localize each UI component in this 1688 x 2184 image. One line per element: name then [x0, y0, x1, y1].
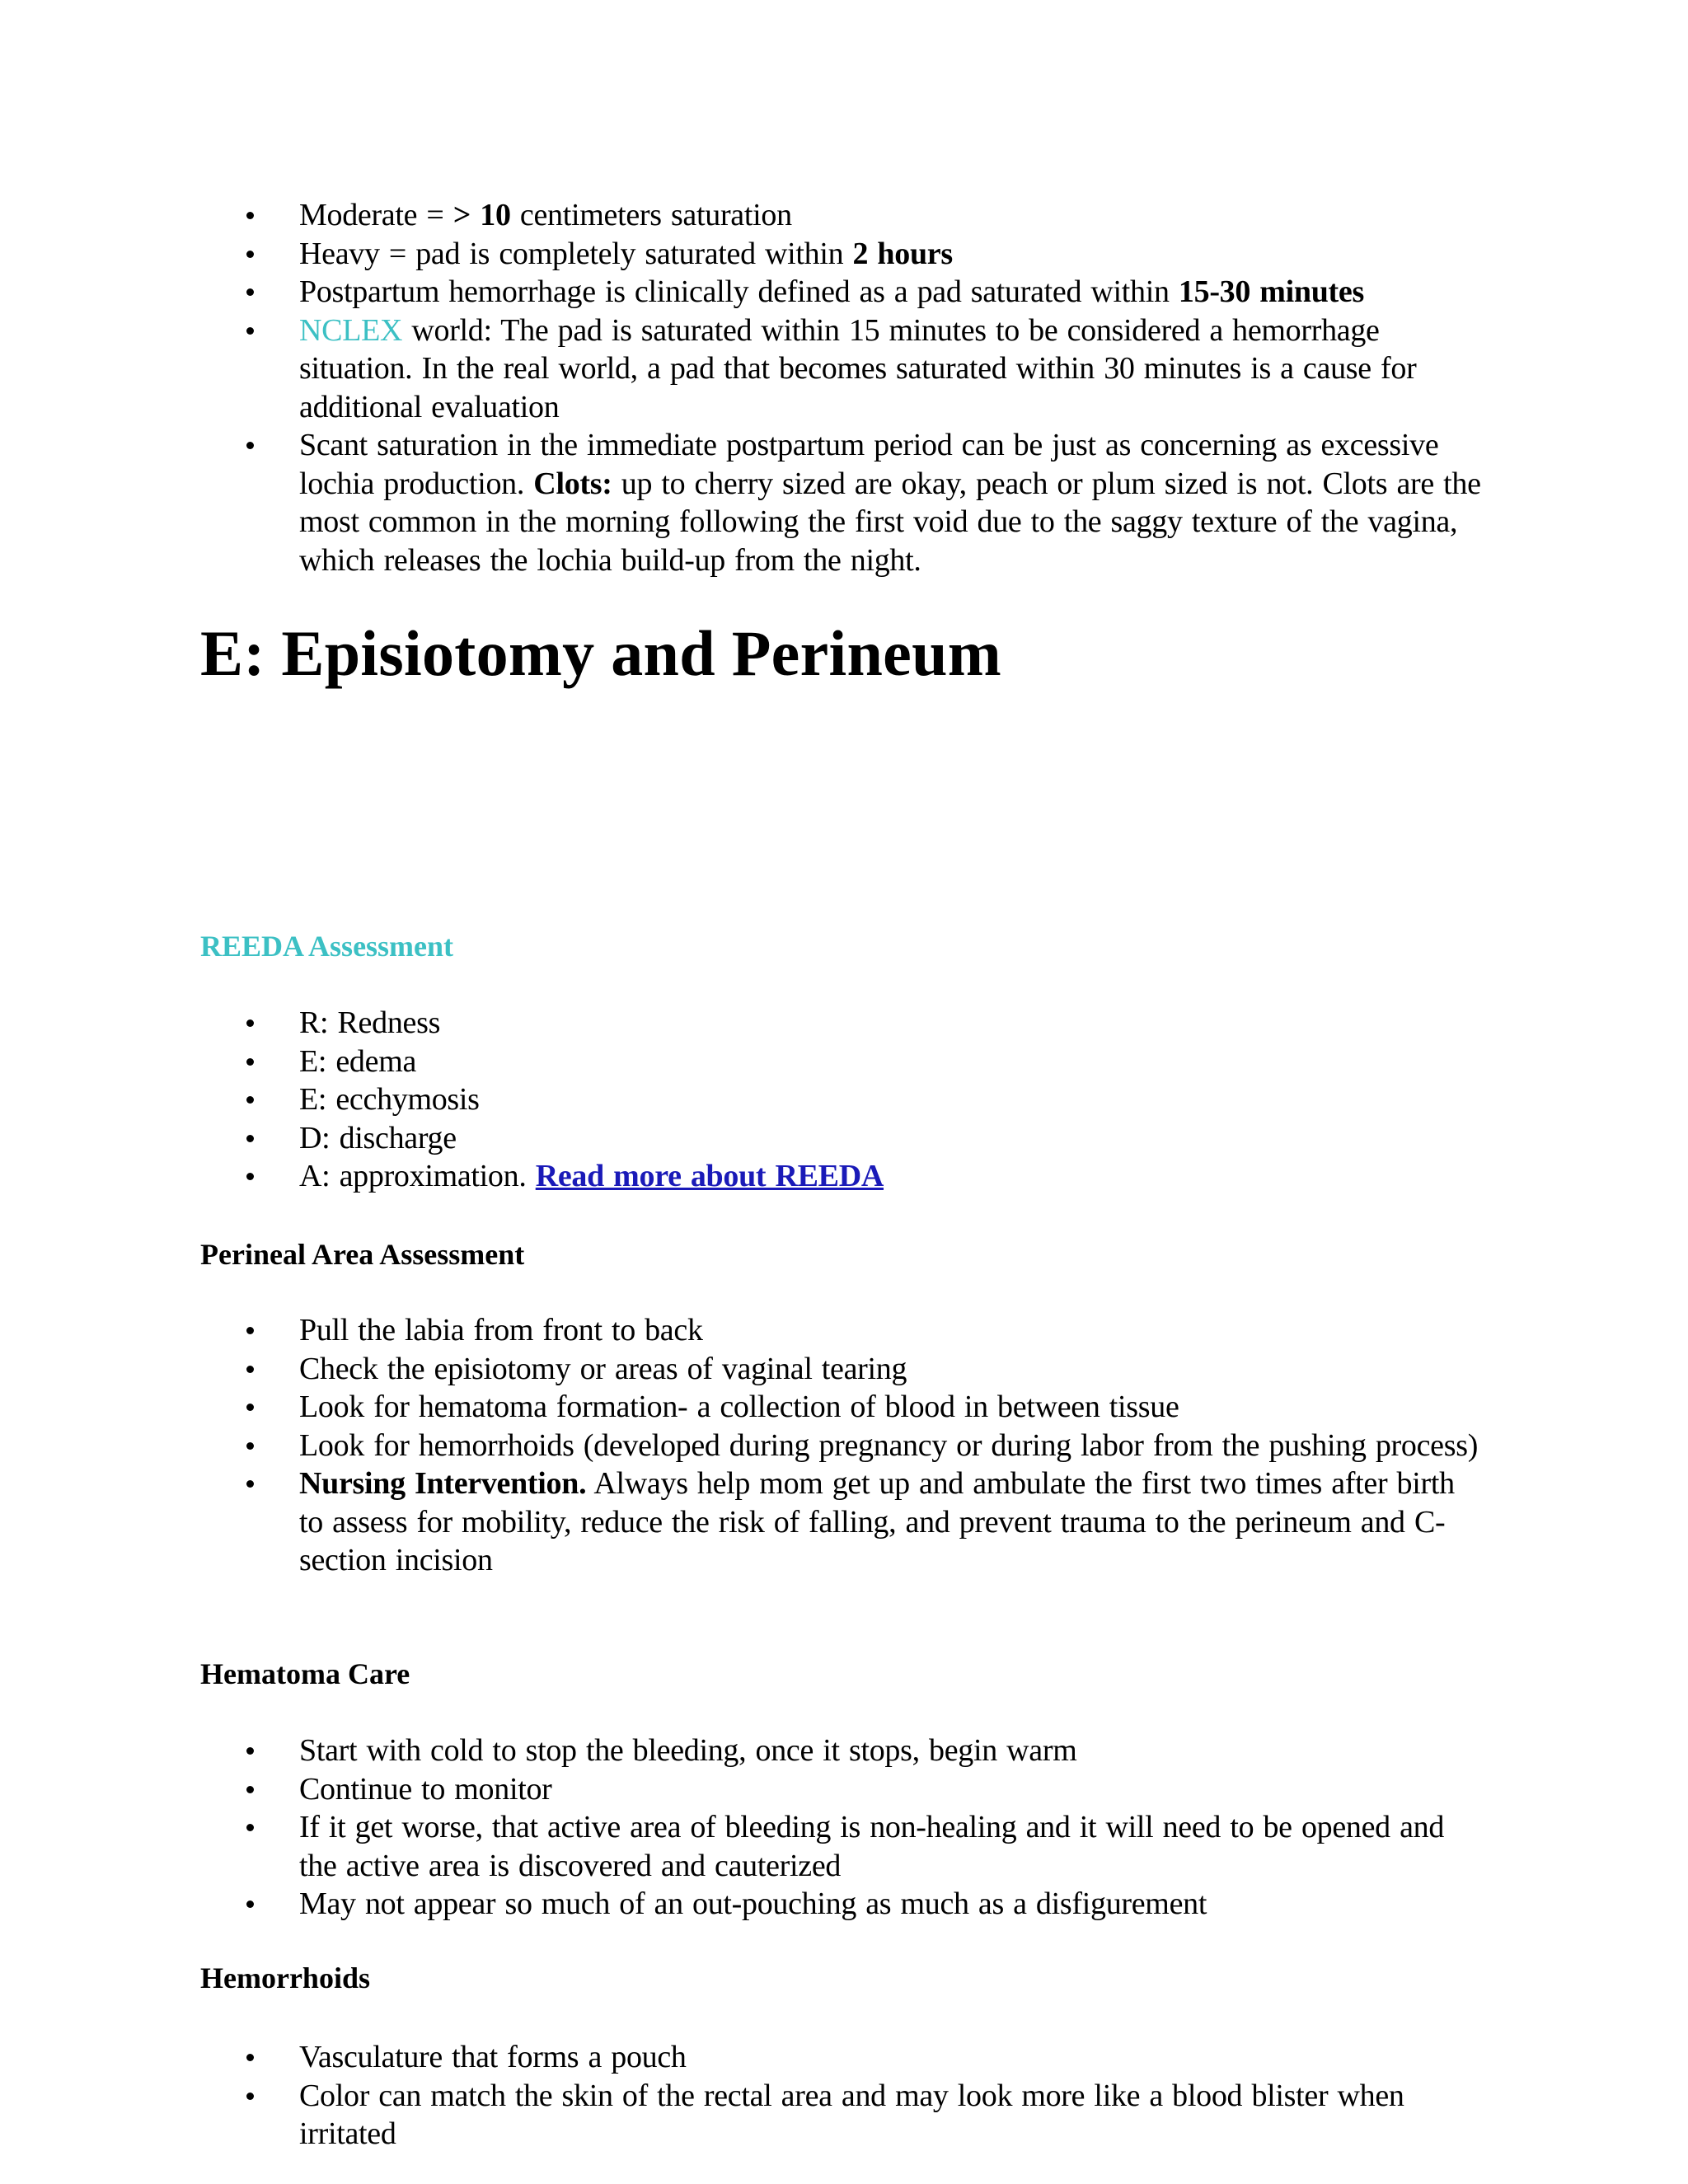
item-bold: > 10 [452, 198, 511, 232]
list-item [200, 273, 1486, 312]
list-item [200, 2077, 1486, 2154]
item-bold: 2 hours [852, 236, 953, 271]
bullet-icon [246, 1786, 254, 1793]
item-text: Look for hemorrhoids (developed during pregnancy or during labor from the pushing process) [299, 1427, 1479, 1463]
item-text: Vasculature that forms a pouch [299, 2040, 687, 2074]
item-bold: Clots: [533, 466, 612, 501]
item-bold: Nursing Intervention. [299, 1466, 587, 1501]
bullet-icon [246, 2093, 254, 2100]
item-bold: 15-30 minutes [1178, 274, 1364, 309]
bullet-icon [246, 327, 254, 335]
bullet-icon [246, 288, 254, 296]
section-title: E: Episiotomy and Perineum [200, 617, 1002, 689]
list-item [200, 1080, 1486, 1119]
bullet-icon [246, 1404, 254, 1411]
list-item [200, 1732, 1486, 1770]
bullet-icon [246, 212, 254, 219]
lochia-list [200, 196, 1486, 579]
bullet-icon [246, 1173, 254, 1180]
list-item [200, 312, 1486, 427]
bullet-icon [246, 1366, 254, 1373]
item-text: If it get worse, that active area of bleeding is non-healing and it will need to be opened and the active area is discovered and cauterized [299, 1810, 1445, 1883]
item-text: Scant saturation in the immediate postpartum period can be just as concerning as excessive lochia production. [299, 428, 1439, 501]
list-item [200, 426, 1486, 579]
list-item [200, 1885, 1486, 1924]
bullet-icon [246, 1096, 254, 1104]
bullet-icon [246, 1019, 254, 1027]
list-item [200, 235, 1486, 274]
list-item [200, 1119, 1486, 1158]
item-text: R: Redness [299, 1005, 441, 1040]
list-item [200, 1311, 1486, 1350]
item-text: Postpartum hemorrhage is clinically defined as a pad saturated within [299, 274, 1179, 309]
item-text: Look for hematoma formation- a collection of blood in between tissue [299, 1390, 1179, 1424]
item-text: Moderate = [299, 198, 453, 232]
list-item [200, 1043, 1486, 1081]
list-item [200, 1350, 1486, 1389]
list-item [200, 1388, 1486, 1427]
hemorrhoids-heading: Hemorrhoids [200, 1961, 370, 1994]
bullet-icon [246, 1135, 254, 1142]
bullet-icon [246, 2054, 254, 2061]
bullet-icon [246, 1442, 254, 1450]
item-text: D: discharge [299, 1120, 457, 1155]
bullet-icon [246, 1327, 254, 1334]
item-text: Color can match the skin of the rectal area and may look more like a blood blister when irritated [299, 2078, 1404, 2151]
perineal-list [200, 1311, 1486, 1580]
list-item [200, 1770, 1486, 1809]
item-text: Check the episiotomy or areas of vaginal tearing [299, 1351, 907, 1386]
list-item [200, 1427, 1486, 1465]
bullet-icon [246, 251, 254, 258]
list-item [200, 196, 1486, 235]
item-text: E: ecchymosis [299, 1082, 480, 1117]
nclex-label: NCLEX [299, 312, 403, 348]
list-item [200, 1465, 1486, 1580]
item-text: Heavy = pad is completely saturated within [299, 236, 853, 271]
item-text: A: approximation. [299, 1159, 536, 1193]
reeda-list [200, 1004, 1486, 1196]
bullet-icon [246, 1824, 254, 1831]
list-item [200, 1808, 1486, 1885]
item-text: Pull the labia from front to back [299, 1313, 703, 1347]
item-text: Start with cold to stop the bleeding, once it stops, begin warm [299, 1733, 1077, 1768]
item-text: Always help mom get up and ambulate the first two times after birth to assess for mobility, reduce the risk of falling, and prevent trauma to the perineum and C-section incision [299, 1466, 1455, 1577]
read-more-reeda-link[interactable]: Read more about REEDA [535, 1159, 884, 1193]
item-text: centimeters saturation [510, 198, 792, 232]
item-text: world: The pad is saturated within 15 minutes to be considered a hemorrhage situation. In the real world, a pad that becomes saturated within 30 minutes is a cause for additional evaluation [299, 312, 1417, 424]
perineal-heading: Perineal Area Assessment [200, 1238, 525, 1271]
bullet-icon [246, 1058, 254, 1066]
bullet-icon [246, 1480, 254, 1488]
bullet-icon [246, 1900, 254, 1908]
hematoma-list [200, 1732, 1486, 1924]
item-text: May not appear so much of an out-pouching as much as a disfigurement [299, 1886, 1207, 1921]
reeda-heading: REEDA Assessment [200, 930, 454, 963]
item-text: Continue to monitor [299, 1771, 552, 1807]
list-item [200, 1157, 1486, 1196]
item-text: E: edema [299, 1043, 417, 1079]
list-item [200, 2038, 1486, 2077]
bullet-icon [246, 442, 254, 449]
bullet-icon [246, 1747, 254, 1755]
hemorrhoids-list [200, 2038, 1486, 2154]
list-item [200, 1004, 1486, 1043]
hematoma-heading: Hematoma Care [200, 1657, 410, 1690]
item-text: up to cherry sized are okay, peach or plum sized is not. Clots are the most common in the morning following the first void due to the saggy texture of the vagina, which releases the lochia build-up from the night. [299, 466, 1481, 578]
